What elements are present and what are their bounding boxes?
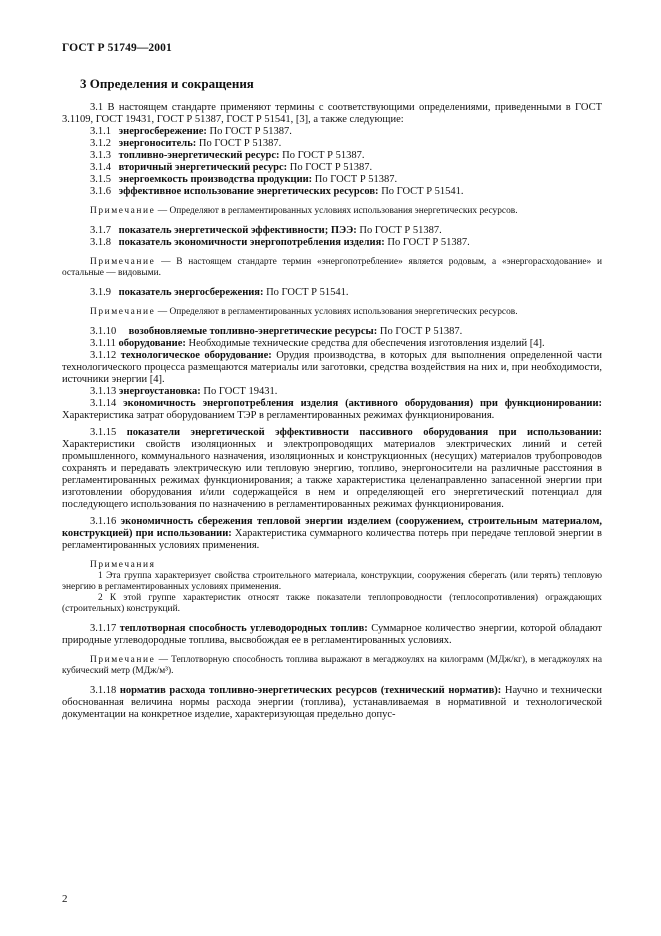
definition-3-1-2: 3.1.2 энергоноситель: По ГОСТ Р 51387. xyxy=(90,138,282,149)
note-4-item-2: 2 К этой группе характеристик относят также показатели теплопроводности (теплосопротивления) ограждающих (строительных) конструкций. xyxy=(62,593,602,614)
note-3: Примечание — Определяют в регламентированных условиях использования энергетических ресурсов. xyxy=(90,307,518,317)
definition-3-1-6: 3.1.6 эффективное использование энергетических ресурсов: По ГОСТ Р 51541. xyxy=(90,186,464,197)
definition-3-1-8: 3.1.8 показатель экономичности энергопотребления изделия: По ГОСТ Р 51387. xyxy=(90,237,470,248)
definition-3-1-5: 3.1.5 энергоемкость производства продукции: По ГОСТ Р 51387. xyxy=(90,174,398,185)
definitions-list-a xyxy=(62,126,602,198)
definition-3-1-4: 3.1.4 вторичный энергетический ресурс: По ГОСТ Р 51387. xyxy=(90,162,373,173)
definition-3-1-17: 3.1.17 теплотворная способность углеводородных топлив: Суммарное количество энергии, которой обладают природные углеводородные топлива, высвобождая ее в регламентированных условиях. xyxy=(62,623,603,646)
note-4-item-1: 1 Эта группа характеризует свойства строительного материала, конструкции, сооружения сберегать (или терять) тепловую энергию в регламентированных условиях применения. xyxy=(62,571,602,592)
note-5: Примечание — Теплотворную способность топлива выражают в мегаджоулях на килограмм (МДж/кг), в мегаджоулях на кубический метр (МДж/м³). xyxy=(62,655,602,676)
definition-3-1-13: 3.1.13 энергоустановка: По ГОСТ 19431. xyxy=(90,386,278,397)
definition-3-1-14: 3.1.14 экономичность энергопотребления изделия (активного оборудования) при функционировании: Характеристика затрат оборудованием ТЭР в регламентированных режимах функционирования. xyxy=(62,398,602,421)
definition-3-1-10: 3.1.10 возобновляемые топливно-энергетические ресурсы: По ГОСТ Р 51387. xyxy=(90,326,463,337)
notes-4-label: Примечания xyxy=(90,560,156,570)
definition-3-1-15: 3.1.15 показатели энергетической эффективности пассивного оборудования при использовании: Характеристики свойств изоляционных и электропроводящих материалов электрических линий и сетей промышленного, коммунального назначения, изоляционных и конструкционных (несущих) материалов трубопроводов сохранять и передавать электрическую или тепловую энергию, топливо, энергоносители на различные расстояния в регламентированных режимах функционирования; а также характеристика целенаправленно запасенной энергии при изготовлении оборудования и/или содержащейся в нем и определяющей его энергетический потенциал для последующего использования по назначению в регламентированных режимах функционирования. xyxy=(62,427,603,510)
definition-3-1-12: 3.1.12 технологическое оборудование: Орудия производства, в которых для выполнения определенной части технологического процесса размещаются материалы или заготовки, средства воздействия на них и, при необходимости, источники энергии [4]. xyxy=(62,350,602,385)
notes-4 xyxy=(62,560,602,615)
definition-3-1-18: 3.1.18 норматив расхода топливно-энергетических ресурсов (технический норматив): Научно и технически обоснованная величина нормы расхода энергии (топлива), устанавливаемая в нормативной и технологической документации на конкретное изделие, характеризующая предельно допус- xyxy=(62,685,602,720)
paragraph-3-1: 3.1 В настоящем стандарте применяют термины с соответствующими определениями, приведенными в ГОСТ 3.1109, ГОСТ 19431, ГОСТ Р 51387, ГОСТ Р 51541, [3], а также следующие: xyxy=(62,102,602,125)
definition-3-1-3: 3.1.3 топливно-энергетический ресурс: По ГОСТ Р 51387. xyxy=(90,150,365,161)
definition-3-1-16: 3.1.16 экономичность сбережения тепловой энергии изделием (сооружением, строительным материалом, конструкцией) при использовании: Характеристика суммарного количества потерь при передаче тепловой энергии в регламентированных условиях применения. xyxy=(62,516,602,551)
section-title: 3 Определения и сокращения xyxy=(80,76,254,91)
note-1: Примечание — Определяют в регламентированных условиях использования энергетических ресурсов. xyxy=(90,206,518,216)
document-content xyxy=(62,76,602,721)
definition-3-1-11: 3.1.11 оборудование: Необходимые технические средства для обеспечения изготовления изделий [4]. xyxy=(90,338,545,349)
definition-3-1-7: 3.1.7 показатель энергетической эффективности; ПЭЭ: По ГОСТ Р 51387. xyxy=(90,225,442,236)
definition-3-1-1: 3.1.1 энергосбережение: По ГОСТ Р 51387. xyxy=(90,126,292,137)
page-number: 2 xyxy=(62,893,68,905)
note-2: Примечание — В настоящем стандарте термин «энергопотребление» является родовым, а «энергорасходование» и остальные — видовыми. xyxy=(62,257,602,278)
document-header: ГОСТ Р 51749—2001 xyxy=(62,42,172,54)
definition-3-1-9: 3.1.9 показатель энергосбережения: По ГОСТ Р 51541. xyxy=(90,287,349,298)
